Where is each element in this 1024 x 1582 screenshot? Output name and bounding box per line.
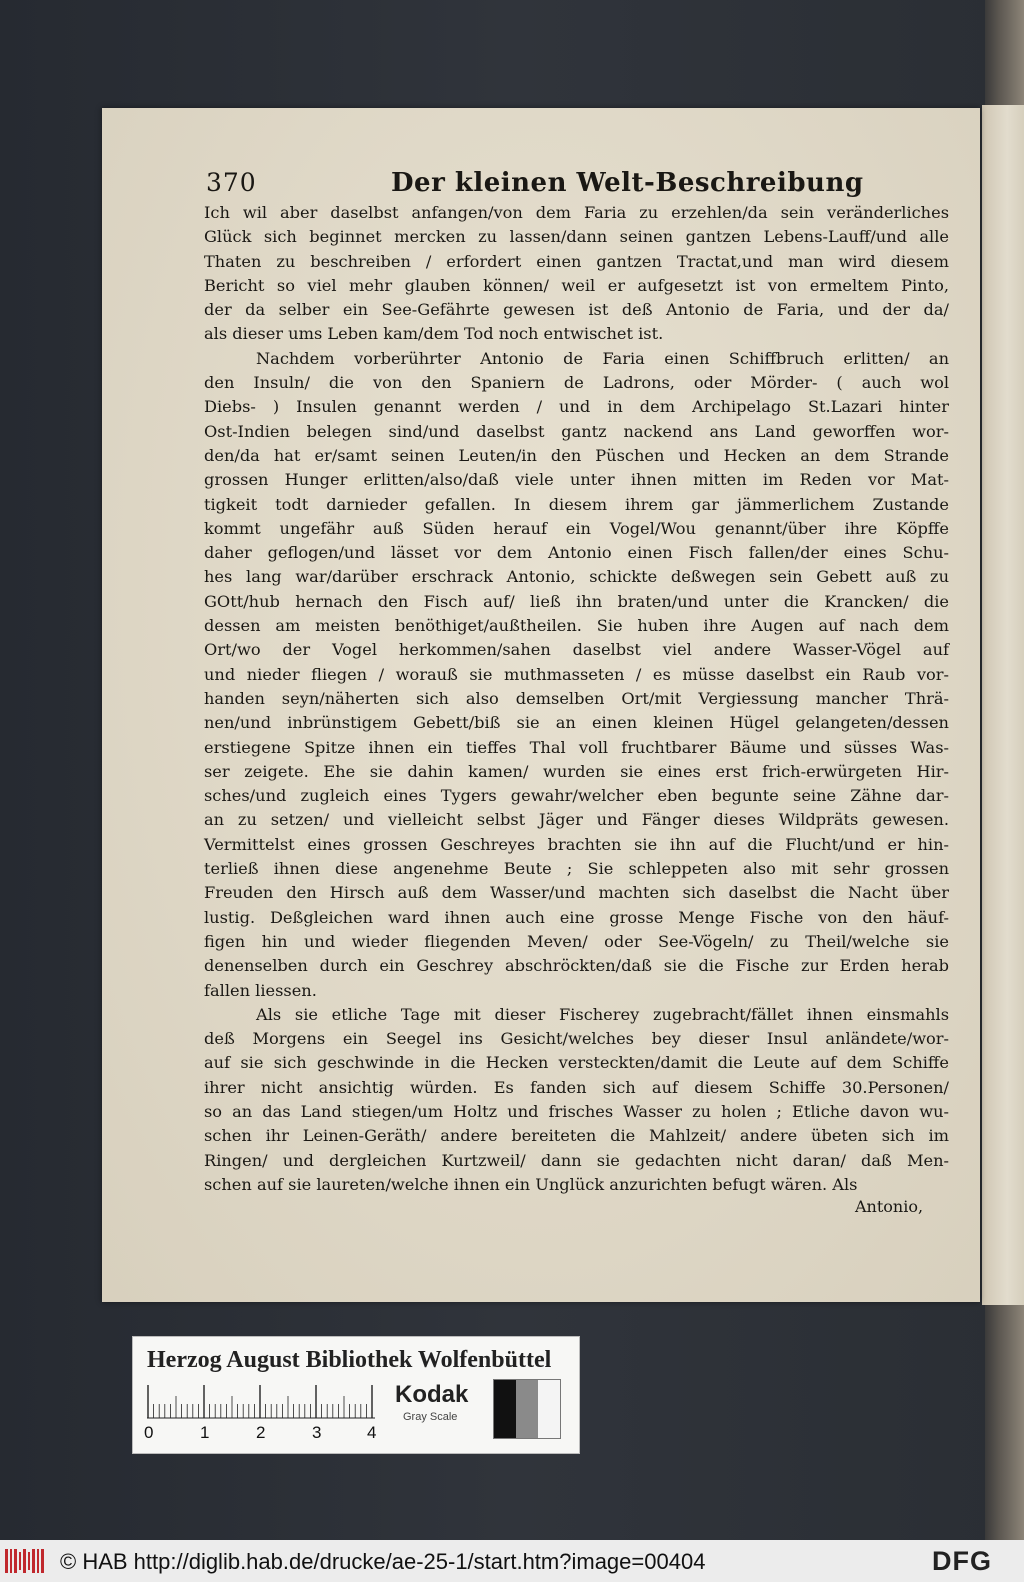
text-line: kommt ungefähr auß Süden herauf ein Vogel/Wou genannt/über ihre Köpffe <box>204 518 949 538</box>
text-line: tigkeit todt darnieder gefallen. In diesem ihrem gar jämmerlichem Zustande <box>204 494 949 514</box>
text-line: Ost-Indien belegen sind/und daselbst gantz nackend ans Land geworffen wor- <box>204 421 949 441</box>
gray-swatch <box>516 1380 538 1438</box>
scale-ruler <box>144 1385 377 1442</box>
text-line: deß Morgens ein Seegel ins Gesicht/welches bey dieser Insul anländete/wor- <box>204 1029 949 1049</box>
text-line: Ort/wo der Vogel herkommen/sahen daselbst viel andere Wasser-Vögel auf <box>204 640 949 660</box>
text-line: terließ ihnen diese angenehme Beute ; Sie schleppeten also mit sehr grossen <box>204 859 949 879</box>
ruler-number: 3 <box>312 1423 322 1442</box>
text-line: erstiegene Spitze ihnen ein tieffes Thal voll fruchtbarer Bäume und süsses Was- <box>204 737 949 757</box>
page-number: 370 <box>206 168 257 197</box>
text-line: dessen am meisten benöthiget/außtheilen. Sie huben ihre Augen auf nach dem <box>204 616 949 636</box>
catchword: Antonio, <box>855 1197 924 1216</box>
text-line: nen/und inbrünstigem Gebett/biß sie an einen kleinen Hügel gelangeten/dessen <box>204 713 949 733</box>
text-line: figen hin und wieder fliegenden Meven/ oder See-Vögeln/ zu Theil/welche sie <box>204 931 949 951</box>
body-text <box>204 201 949 1197</box>
text-line: Freuden den Hirsch auß dem Wasser/und machten sich daselbst die Nacht über <box>204 883 949 903</box>
book-page <box>102 108 980 1302</box>
ruler-number: 4 <box>367 1423 377 1442</box>
text-line: fallen liessen. <box>204 980 317 1000</box>
library-name: Herzog August Bibliothek Wolfenbüttel <box>147 1347 552 1373</box>
text-line: so an das Land stiegen/um Holtz und frisches Wasser zu holen ; Etliche davon wu- <box>204 1101 949 1121</box>
text-line: Glück sich beginnet mercken zu lassen/dann seinen gantzen Lebens-Lauff/und alle <box>204 227 949 247</box>
text-line: hes lang war/darüber erschrack Antonio, schickte deßwegen sein Gebett auß zu <box>204 567 949 587</box>
text-line: Diebs- ) Insulen genannt werden / und in dem Archipelago St.Lazari hinter <box>204 397 949 417</box>
text-line: als dieser ums Leben kam/dem Tod noch entwischet ist. <box>204 324 664 344</box>
gray-scale-label: Gray Scale <box>403 1411 458 1423</box>
text-line: Ich wil aber daselbst anfangen/von dem Faria zu erzehlen/da sein veränderliches <box>204 203 949 222</box>
text-line: Nachdem vorberührter Antonio de Faria einen Schiffbruch erlitten/ an <box>256 348 949 368</box>
text-line: handen seyn/näherten sich also demselben Ort/mit Vergiessung mancher Thrä- <box>204 688 949 708</box>
ruler-number: 1 <box>200 1423 210 1442</box>
text-line: schen ihr Leinen-Geräth/ andere bereiteten die Mahlzeit/ andere übeten sich im <box>204 1126 949 1146</box>
dfg-logo: DFG <box>932 1546 992 1576</box>
text-line: Thaten zu beschreiben / erfordert einen gantzen Tractat,und man wird diesem <box>204 251 949 271</box>
ruler-number: 2 <box>256 1423 266 1442</box>
ruler-ticks <box>147 1385 377 1419</box>
gray-swatch <box>494 1380 516 1438</box>
gray-swatch-strip <box>493 1379 561 1439</box>
text-line: den Insuln/ die von den Spaniern de Ladrons, oder Mörder- ( auch wol <box>204 373 949 393</box>
text-line: Ringen/ und dergleichen Kurtzweil/ dann sie gedachten nicht daran/ daß Men- <box>204 1150 949 1170</box>
text-line: ihrer nicht ansichtig würden. Es fanden sich auf diesem Schiffe 30.Personen/ <box>204 1077 949 1097</box>
footer-bar <box>0 1540 1024 1582</box>
text-line: GOtt/hub hernach den Fisch auf/ ließ ihn braten/und unter die Krancken/ die <box>204 591 949 611</box>
next-page-edge <box>982 105 1024 1305</box>
text-line: sches/und zugleich eines Tygers gewahr/welcher eben begunte seine Zähne dar- <box>204 786 949 806</box>
gray-swatch <box>538 1380 560 1438</box>
text-line: denenselben durch ein Geschrey abschröckten/daß sie die Fische zur Erden herab <box>204 956 949 976</box>
text-line: den/da hat er/samt seinen Leuten/in den Püschen und Hecken an dem Strande <box>204 445 949 465</box>
text-line: daher geflogen/und lässet vor dem Antonio einen Fisch fallen/der eines Schu- <box>204 543 949 563</box>
text-line: Als sie etliche Tage mit dieser Fischerey zugebracht/fället ihnen einsmahls <box>256 1004 949 1024</box>
text-line: ser zeigete. Ehe sie dahin kamen/ wurden sie eines erst frich-erwürgeten Hir- <box>204 761 949 781</box>
text-line: der da selber ein See-Gefährte gewesen ist deß Antonio de Faria, und der da/ <box>204 300 949 320</box>
kodak-logo: Kodak <box>395 1381 469 1408</box>
text-line: lustig. Deßgleichen ward ihnen auch eine grosse Menge Fische von den häuf- <box>204 907 949 927</box>
text-line: Bericht so viel mehr glauben können/ weil er aufgesetzt ist von ermeltem Pinto, <box>204 275 949 295</box>
text-line: auf sie sich geschwinde in die Hecken versteckten/damit die Leute auf dem Schiffe <box>204 1053 949 1073</box>
text-line: Vermittelst eines grossen Geschreyes brachten sie ihn auf die Flucht/und er hin- <box>204 834 949 854</box>
page-header <box>206 168 946 204</box>
ruler-number: 0 <box>144 1423 154 1442</box>
running-title: Der kleinen Welt-Beschreibung <box>391 168 864 198</box>
text-line: grossen Hunger erlitten/also/daß viele unter ihnen mitten im Reden vor Mat- <box>204 470 949 490</box>
library-label-card <box>132 1336 580 1454</box>
text-line: und nieder fliegen / worauß sie muthmasseten / es müsse daselbst ein Raub vor- <box>204 664 949 684</box>
hab-logo-icon <box>4 1546 48 1576</box>
copyright-url: © HAB http://diglib.hab.de/drucke/ae-25-1/start.htm?image=00404 <box>60 1549 706 1574</box>
text-line: schen auf sie laureten/welche ihnen ein Unglück anzurichten befugt wären. Als <box>204 1174 858 1194</box>
text-line: an zu setzen/ und vielleicht selbst Jäger und Fänger dieses Wildpräts gewesen. <box>204 810 949 830</box>
